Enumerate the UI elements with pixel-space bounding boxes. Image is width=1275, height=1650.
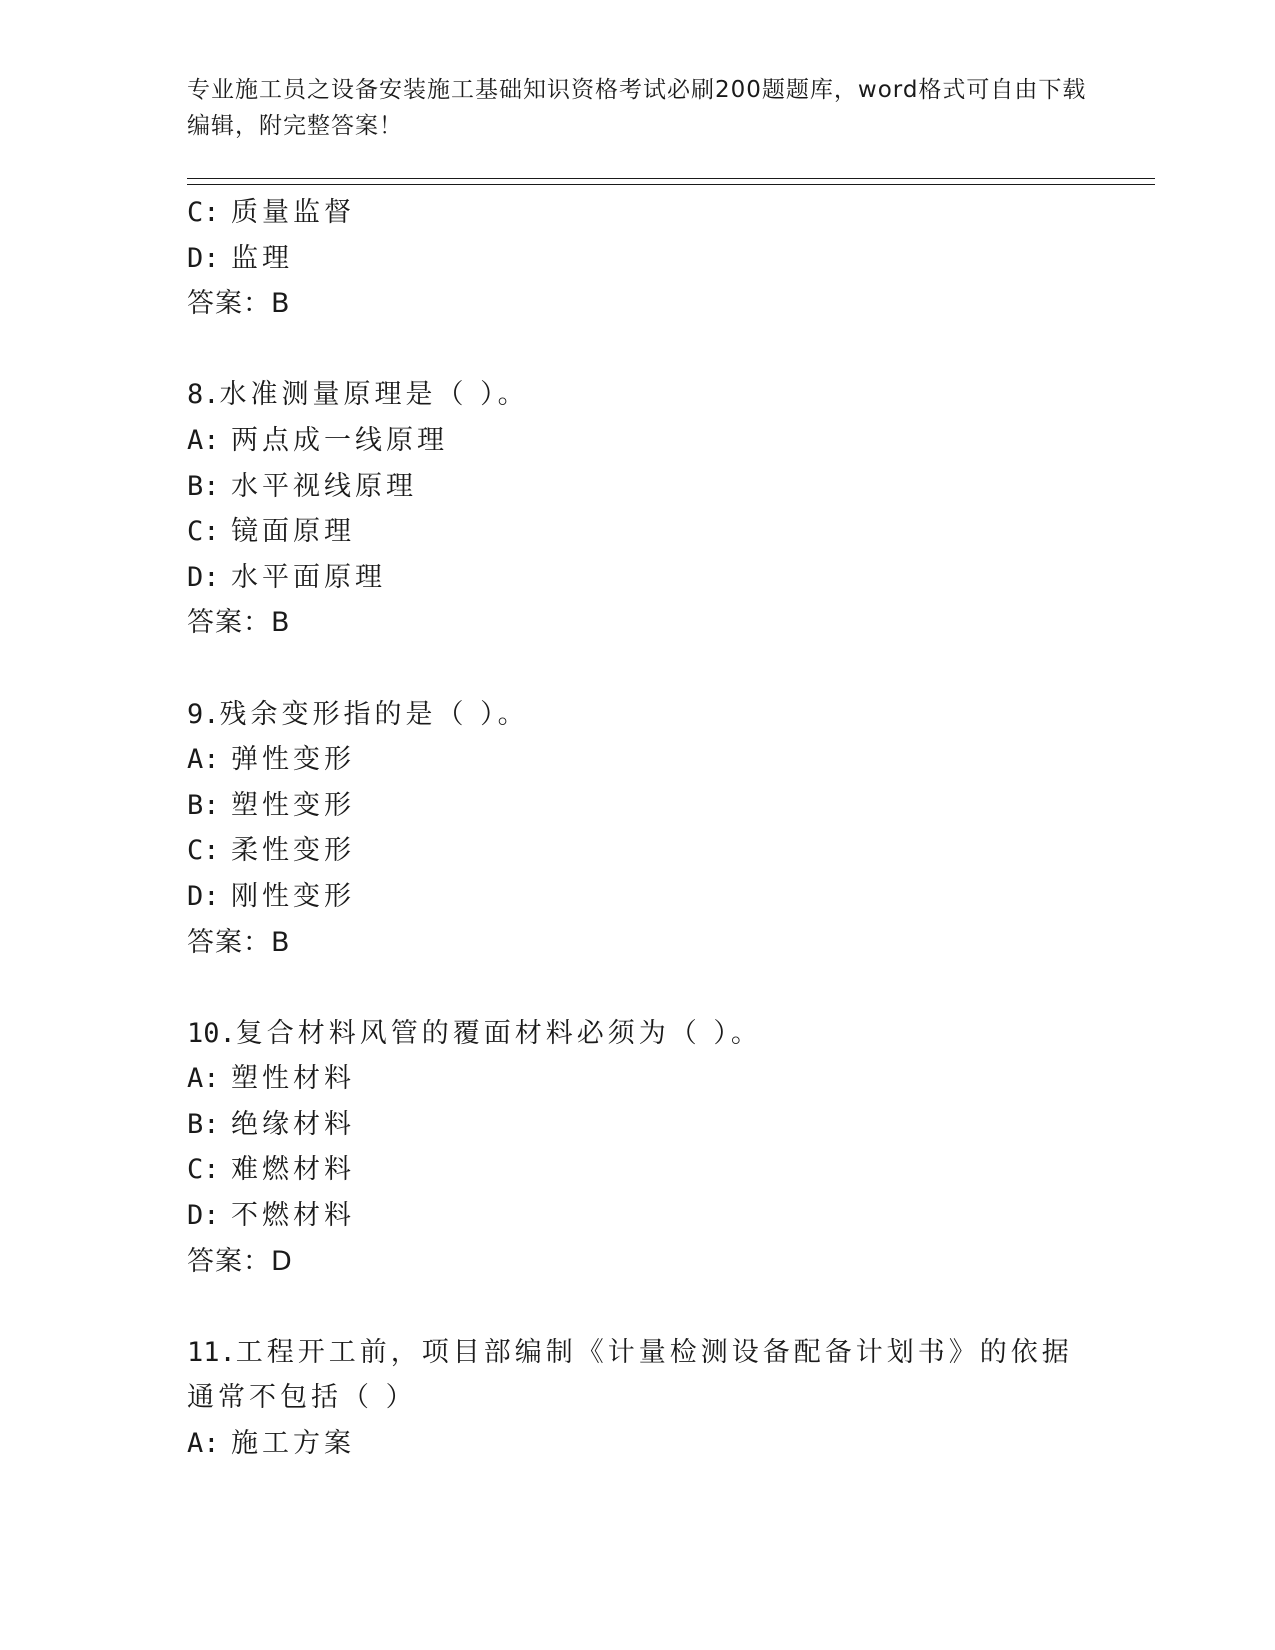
option-a <box>187 737 1087 783</box>
option-text: 塑性材料 <box>231 1063 355 1095</box>
option-text: 施工方案 <box>231 1428 355 1460</box>
question-text: 水准测量原理是（ ）。 <box>219 379 529 411</box>
option-text: 刚性变形 <box>231 880 355 912</box>
answer-line: 答案：B <box>187 926 291 958</box>
option-text: 水平面原理 <box>231 561 386 593</box>
option-text: 难燃材料 <box>231 1154 355 1186</box>
option-b <box>187 783 1087 829</box>
option-text: 柔性变形 <box>231 835 355 867</box>
question-number: 11. <box>187 1336 236 1368</box>
spacer <box>187 327 1087 373</box>
question-stem <box>187 1011 1077 1057</box>
answer-line: 答案：B <box>187 288 291 320</box>
document-header <box>187 72 1087 144</box>
option-a <box>187 1056 1087 1102</box>
question-number: 10. <box>187 1017 236 1049</box>
question-number: 9. <box>187 698 220 730</box>
option-d <box>187 236 1087 282</box>
question-list <box>187 190 1087 1467</box>
option-a <box>187 418 1087 464</box>
option-letter: D: <box>187 1200 220 1232</box>
option-letter: B: <box>187 789 220 821</box>
spacer <box>187 646 1087 692</box>
option-letter: A: <box>187 424 220 456</box>
option-c <box>187 509 1087 555</box>
question-text: 复合材料风管的覆面材料必须为（ ）。 <box>235 1017 762 1049</box>
option-c <box>187 190 1087 236</box>
option-text: 不燃材料 <box>231 1200 355 1232</box>
option-text: 塑性变形 <box>231 789 355 821</box>
option-b <box>187 1102 1087 1148</box>
header-rule-top <box>187 178 1155 179</box>
question-text: 工程开工前，项目部编制《计量检测设备配备计划书》的依据通常不包括（ ） <box>187 1336 1073 1414</box>
option-letter: A: <box>187 1428 220 1460</box>
option-c <box>187 1147 1087 1193</box>
option-text: 弹性变形 <box>231 744 355 776</box>
question-stem <box>187 1330 1077 1421</box>
option-letter: B: <box>187 470 220 502</box>
option-b <box>187 464 1087 510</box>
option-text: 绝缘材料 <box>231 1108 355 1140</box>
option-letter: D: <box>187 880 220 912</box>
option-letter: B: <box>187 1108 220 1140</box>
question-stem <box>187 692 1077 738</box>
answer-line: 答案：D <box>187 1245 293 1277</box>
option-letter: C: <box>187 516 220 548</box>
spacer <box>187 1284 1087 1330</box>
option-c <box>187 828 1087 874</box>
option-letter: C: <box>187 197 220 228</box>
option-text: 水平视线原理 <box>231 470 417 502</box>
spacer <box>187 965 1087 1011</box>
header-title: 专业施工员之设备安装施工基础知识资格考试必刷200题题库，word格式可自由下载编辑，附完整答案！ <box>187 77 1087 139</box>
question-number: 8. <box>187 379 220 411</box>
option-text: 监理 <box>231 242 293 274</box>
option-letter: A: <box>187 1063 220 1095</box>
question-text: 残余变形指的是（ ）。 <box>219 698 529 730</box>
option-d <box>187 1193 1087 1239</box>
question-stem <box>187 372 1077 418</box>
option-text: 质量监督 <box>231 197 355 228</box>
option-text: 镜面原理 <box>231 516 355 548</box>
option-letter: D: <box>187 561 220 593</box>
option-d <box>187 555 1087 601</box>
header-rule-bottom <box>187 184 1155 185</box>
option-d <box>187 874 1087 920</box>
option-a <box>187 1421 1087 1467</box>
option-letter: C: <box>187 835 220 867</box>
option-text: 两点成一线原理 <box>231 424 448 456</box>
option-letter: D: <box>187 242 220 274</box>
option-letter: C: <box>187 1154 220 1186</box>
option-letter: A: <box>187 744 220 776</box>
answer-line: 答案：B <box>187 607 291 639</box>
